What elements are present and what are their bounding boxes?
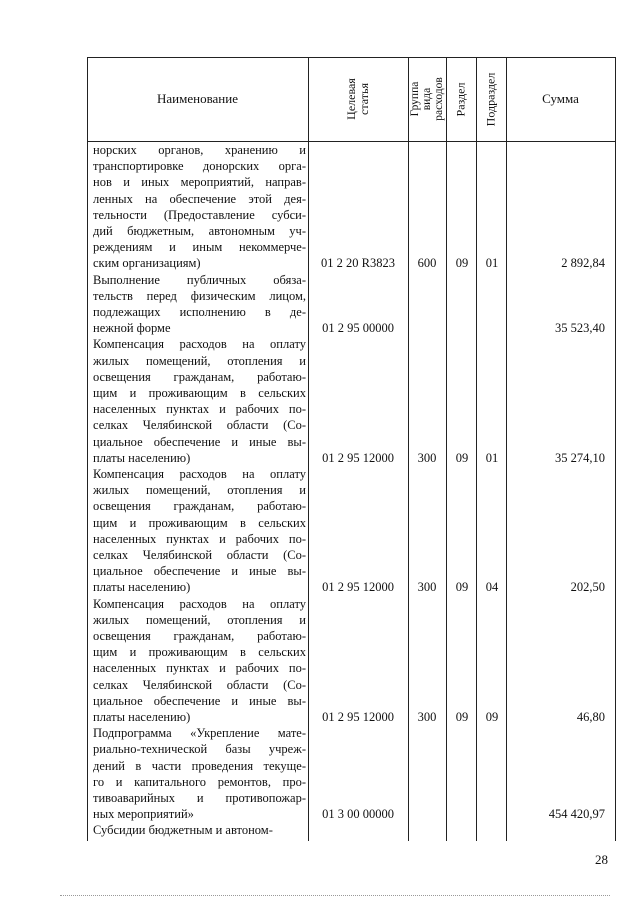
col-border-right (615, 57, 616, 841)
row-sum: 2 892,84 (561, 256, 605, 271)
header-sum: Сумма (542, 91, 579, 106)
row-sum: 35 523,40 (555, 321, 605, 336)
col-border-subsection (506, 57, 507, 841)
row-name-line: нежной форме (93, 321, 171, 336)
row-subsection: 04 (485, 580, 499, 595)
header-expense-group (408, 57, 446, 141)
col-border-name (308, 57, 309, 841)
row-expense-group: 300 (417, 710, 437, 724)
row-subsection: 09 (485, 710, 499, 724)
row-name-line: ленных на обеспечение этой дея- (93, 191, 306, 206)
row-name-line: норских органов, хранению и (93, 143, 306, 157)
row-name-line: го и капитального ремонтов, про- (93, 774, 306, 789)
row-expense-group: 600 (417, 256, 437, 271)
row-name-line: дений в части проведения текуще- (93, 758, 306, 773)
header-target-article-text: Целевая статья (344, 78, 371, 120)
row-name-line: Подпрограмма «Укрепление мате- (93, 726, 306, 741)
header-expense-group-text: Группа вида расходов (409, 77, 445, 121)
header-section (446, 57, 476, 141)
row-section: 09 (455, 710, 469, 724)
row-name-line: циальное обеспечение и иные вы- (93, 564, 306, 579)
row-target-article: 01 2 95 12000 (322, 710, 394, 724)
row-target-article: 01 2 95 12000 (322, 450, 394, 465)
row-name-line: реждениям и иным некоммерче- (93, 240, 306, 255)
row-section: 09 (455, 450, 469, 465)
row-target-article: 01 3 00 00000 (322, 807, 394, 822)
row-name-line: населенных пунктах и рабочих по- (93, 402, 306, 417)
row-name-line: жилых помещений, отопления и (93, 612, 306, 627)
row-name-line: населенных пунктах и рабочих по- (93, 661, 306, 676)
row-target-article: 01 2 95 00000 (322, 321, 394, 336)
row-name-line: тельств перед физическим лицом, (93, 288, 306, 303)
col-border-group (446, 57, 447, 841)
row-expense-group: 300 (417, 450, 437, 465)
header-name: Наименование (157, 91, 238, 106)
row-name (93, 272, 306, 337)
row-subsection: 01 (485, 256, 499, 271)
header-subsection (476, 57, 506, 141)
row-sum: 454 420,97 (548, 807, 605, 822)
row-sum: 46,80 (576, 710, 605, 724)
row-sum: 35 274,10 (555, 450, 605, 465)
row-expense-group: 300 (417, 580, 437, 595)
row-name-line: населенных пунктах и рабочих по- (93, 531, 306, 546)
row-name-line: жилых помещений, отопления и (93, 353, 306, 368)
row-name-line: Выполнение публичных обяза- (93, 272, 306, 287)
col-border-code (408, 57, 409, 841)
row-name-line: селках Челябинской области (Со- (93, 418, 306, 433)
row-name-line: циальное обеспечение и иные вы- (93, 434, 306, 449)
row-name-line: жилых помещений, отопления и (93, 483, 306, 498)
row-name (93, 466, 306, 596)
row-name-line: платы населению) (93, 450, 191, 465)
header-subsection-text: Подраздел (483, 72, 498, 126)
row-name-line: Субсидии бюджетным и автоном- (93, 823, 273, 838)
row-name (93, 336, 306, 466)
row-name-line: тельности (Предоставление субси- (93, 207, 306, 222)
row-name-line: Компенсация расходов на оплату (93, 596, 306, 611)
row-name-line: щим и проживающим в сельских (93, 386, 306, 400)
row-name-line: освещения гражданам, работаю- (93, 629, 306, 643)
row-name (93, 725, 306, 822)
row-name-line: подлежащих исполнению в де- (93, 305, 306, 319)
row-target-article: 01 2 95 12000 (322, 580, 394, 595)
row-name-line: циальное обеспечение и иные вы- (93, 693, 306, 708)
row-name-line: платы населению) (93, 710, 191, 725)
col-border-left (87, 57, 88, 841)
row-name-line: освещения гражданам, работаю- (93, 369, 306, 384)
row-name-line: селках Челябинской области (Со- (93, 548, 306, 563)
scan-edge-line (60, 895, 610, 896)
row-name-line: селках Челябинской области (Со- (93, 677, 306, 692)
row-name-line: освещения гражданам, работаю- (93, 499, 306, 514)
row-name (93, 596, 306, 726)
row-name-line: Компенсация расходов на оплату (93, 467, 306, 481)
row-name-line: ским организациям) (93, 256, 201, 271)
row-name-line: щим и проживающим в сельских (93, 645, 306, 660)
row-subsection: 01 (485, 450, 499, 465)
row-name-line: тивоаварийных и противопожар- (93, 791, 306, 805)
row-name-line: транспортировке донорских орга- (93, 159, 306, 174)
row-section: 09 (455, 256, 469, 271)
header-target-article (308, 57, 408, 141)
row-target-article: 01 2 20 R3823 (321, 256, 395, 271)
col-border-section (476, 57, 477, 841)
row-name-line: нов и иных мероприятий, направ- (93, 175, 306, 190)
row-name (93, 822, 306, 838)
row-name-line: ных мероприятий» (93, 807, 194, 822)
row-name-line: риально-технической базы учреж- (93, 742, 306, 757)
row-name-line: платы населению) (93, 580, 191, 595)
row-section: 09 (455, 580, 469, 595)
page-number: 28 (595, 852, 608, 867)
row-name-line: дий бюджетным, автономным уч- (93, 224, 306, 239)
row-name-line: щим и проживающим в сельских (93, 515, 306, 530)
header-section-text: Раздел (453, 82, 468, 116)
row-sum: 202,50 (570, 580, 605, 595)
row-name-line: Компенсация расходов на оплату (93, 337, 306, 352)
row-name (93, 142, 306, 272)
